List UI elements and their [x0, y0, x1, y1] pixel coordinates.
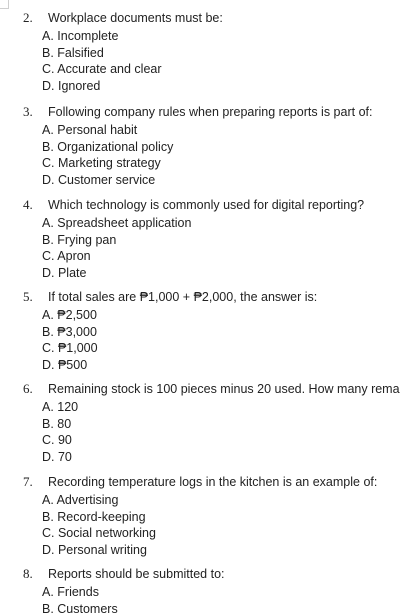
question-2: [0, 8, 401, 94]
question-text: Which technology is commonly used for digital reporting?: [48, 198, 365, 212]
option-c: C. 90: [42, 433, 72, 447]
question-number: 8.: [23, 566, 33, 581]
question-text: If total sales are ₱1,000 + ₱2,000, the answer is:: [48, 290, 318, 304]
option-d: D. 70: [42, 449, 72, 464]
option-b: B. Falsified: [42, 45, 104, 60]
option-b: B. ₱3,000: [42, 324, 97, 339]
option-d: D. Plate: [42, 265, 87, 280]
question-number: 4.: [23, 197, 33, 212]
option-c: C. ₱1,000: [42, 341, 98, 355]
question-text: Recording temperature logs in the kitchen is an example of:: [48, 475, 378, 489]
question-6: [0, 379, 401, 465]
question-text: Reports should be submitted to:: [48, 567, 225, 581]
question-4: [0, 195, 401, 281]
option-c: C. Marketing strategy: [42, 156, 161, 170]
question-number: 5.: [23, 289, 33, 304]
question-8: [0, 564, 401, 614]
question-7: [0, 472, 401, 558]
option-a: A. Personal habit: [42, 123, 138, 137]
option-c: C. Apron: [42, 249, 91, 263]
question-header: [0, 8, 401, 28]
question-text: Workplace documents must be:: [48, 11, 223, 25]
question-number: 2.: [23, 10, 33, 25]
option-a: A. ₱2,500: [42, 308, 97, 322]
option-b: B. Record-keeping: [42, 509, 146, 524]
option-a: A. Spreadsheet application: [42, 216, 192, 230]
question-header: [0, 379, 401, 399]
option-c: C. Social networking: [42, 526, 156, 540]
option-c: C. Accurate and clear: [42, 62, 162, 76]
question-header: [0, 564, 401, 584]
option-d: D. Personal writing: [42, 542, 147, 557]
option-b: B. Organizational policy: [42, 139, 174, 154]
question-text: Following company rules when preparing reports is part of:: [48, 105, 373, 119]
option-d: D. ₱500: [42, 357, 88, 372]
option-a: A. Friends: [42, 585, 99, 599]
question-5: [0, 287, 401, 373]
option-d: D. Ignored: [42, 78, 101, 93]
question-header: [0, 195, 401, 215]
option-d: D. Customer service: [42, 172, 156, 187]
question-header: [0, 102, 401, 122]
question-3: [0, 102, 401, 188]
question-text: Remaining stock is 100 pieces minus 20 used. How many rema: [48, 382, 400, 396]
question-number: 7.: [23, 474, 33, 489]
option-a: A. Incomplete: [42, 29, 119, 43]
option-a: A. 120: [42, 400, 79, 414]
option-b: B. Frying pan: [42, 232, 117, 247]
question-number: 3.: [23, 104, 33, 119]
option-b: B. 80: [42, 416, 72, 431]
option-a: A. Advertising: [42, 493, 119, 507]
option-b: B. Customers: [42, 601, 118, 614]
question-header: [0, 287, 401, 307]
question-header: [0, 472, 401, 492]
question-number: 6.: [23, 381, 33, 396]
